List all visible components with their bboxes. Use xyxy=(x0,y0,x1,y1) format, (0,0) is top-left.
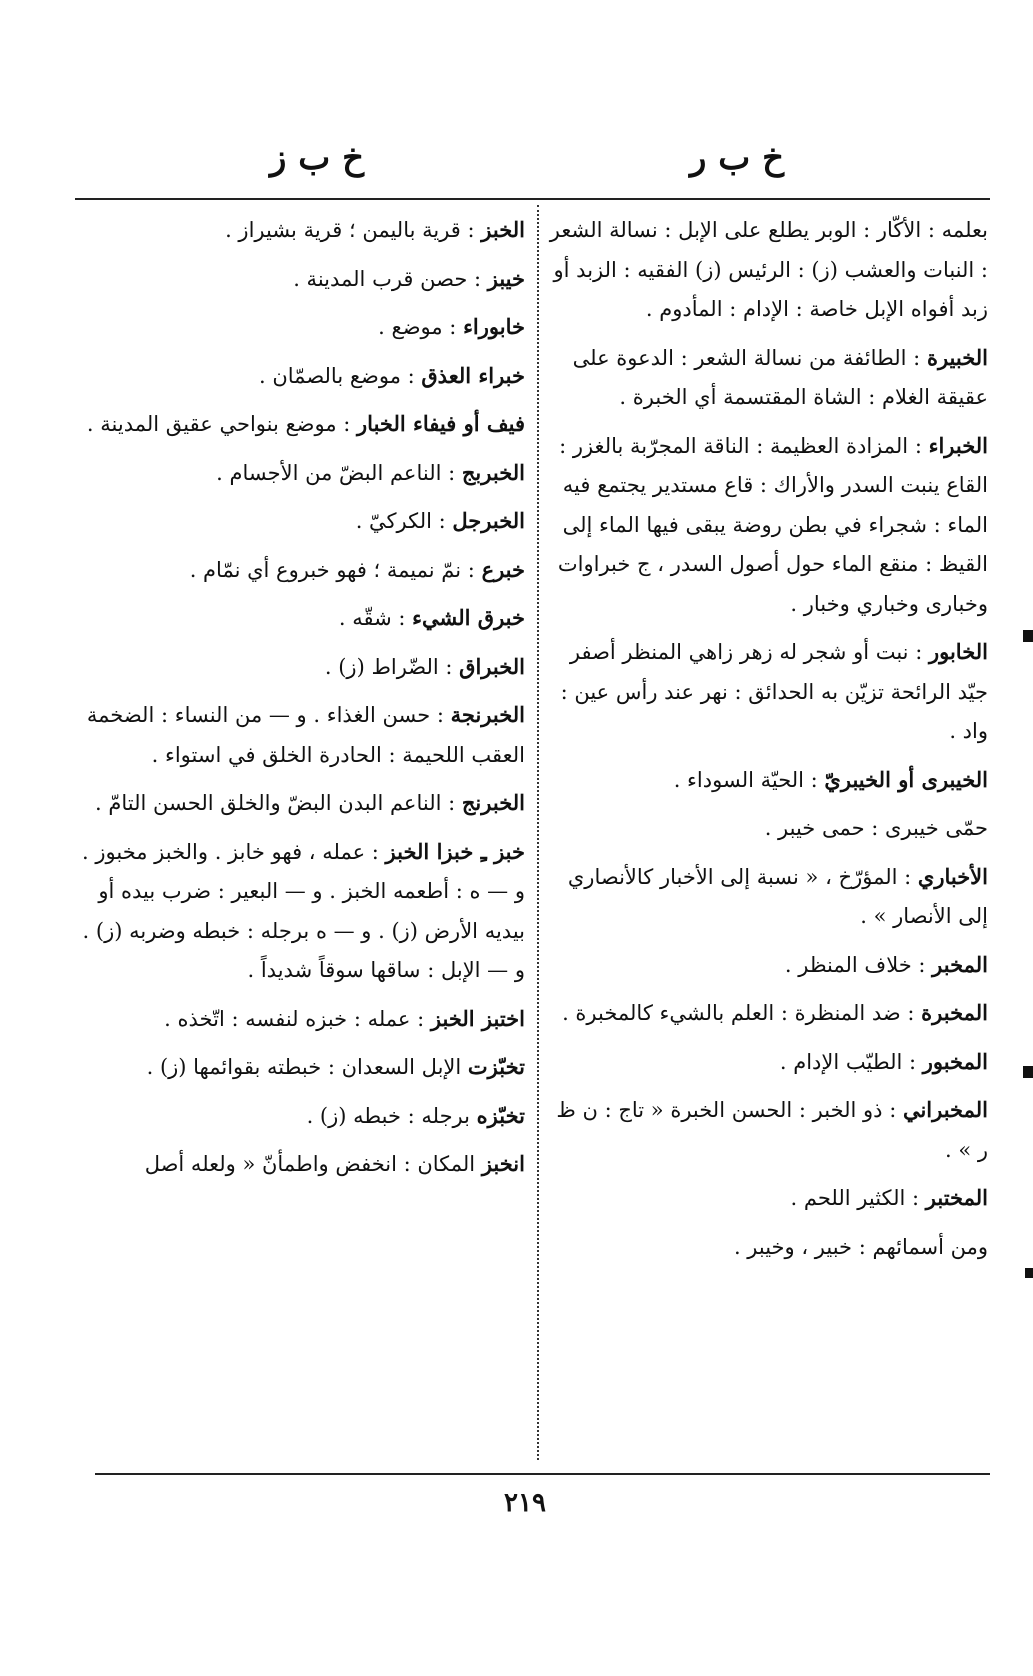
entry: المخبر : خلاف المنظر . xyxy=(784,951,988,977)
entry: خابوراء : موضع . xyxy=(378,314,525,339)
header-right-root: خ ب ر xyxy=(690,138,785,178)
entry: تخبّزت الإبل السعدان : خبطته بقوائمها (ز) . xyxy=(146,1054,525,1079)
entry: الخبرنجة : حسن الغذاء . و — من النساء : الضخمة العقب اللحيمة : الحادرة الخلق في استواء . xyxy=(86,702,525,767)
entry: ومن أسمائهم : خبير ، وخيبر . xyxy=(733,1234,988,1259)
entry: خبز ـِ خبزا الخبز : عمله ، فهو خابز . والخبز مخبوز . و — ه : أطعمه الخبز . و — البعير : ضرب بيده أو بيديه الأرض (ز) . و — ه برجله : خبطه وضربه (ز) . و — الإبل : ساقها سوقاً شديداً . xyxy=(82,838,525,982)
entry: اختبز الخبز : عمله : خبزه لنفسه : اتّخذه . xyxy=(164,1005,525,1031)
entry: بعلمه : الأكّار : الوبر يطلع على الإبل : نسالة الشعر : النبات والعشب (ز) : الرئيس (ز) الفقيه : الزبد أو زبد أفواه الإبل خاصة : الإدام : المأدوم . xyxy=(549,218,988,321)
entry: المختبر : الكثير اللحم . xyxy=(790,1185,988,1210)
entry: الخبراق : الضّراط (ز) . xyxy=(324,653,525,679)
entry: الخبرنج : الناعم البدن البضّ والخلق الحسن التامّ . xyxy=(95,790,525,815)
entry: الخبراء : المزادة العظيمة : الناقة المجرّبة بالغزر : القاع ينبت السدر والأراك : قاع مستدير يجتمع فيه الماء : شجراء في بطن روضة يبقى فيها الماء إلى القيظ : منقع الماء حول أصول السدر ، ج خبراوات وخبارى وخباري وخبار . xyxy=(557,432,988,616)
entry: الخيبرى أو الخيبريّ : الحيّة السوداء . xyxy=(673,766,988,792)
entry: الخبربج : الناعم البضّ من الأجسام . xyxy=(216,459,525,485)
margin-mark xyxy=(1025,1268,1033,1278)
entry: الأخباري : المؤرّخ ، « نسبة إلى الأخبار كالأنصاري إلى الأنصار » . xyxy=(567,863,988,928)
entry: الخبز : قرية باليمن ؛ قرية بشيراز . xyxy=(225,217,525,242)
bottom-rule xyxy=(95,1473,990,1475)
header-left-root: خ ب ز xyxy=(270,138,365,178)
margin-mark xyxy=(1023,630,1033,642)
entry: خيبز : حصن قرب المدينة . xyxy=(293,265,525,291)
entry: خبرع : نمّ نميمة ؛ فهو خبروع أي نمّام . xyxy=(189,556,525,582)
margin-mark xyxy=(1023,1066,1033,1078)
entry: الخبرجل : الكركيّ . xyxy=(355,508,525,533)
right-column xyxy=(548,210,988,1275)
entry: خبرق الشيء : شقّه . xyxy=(338,605,525,630)
entry: الخبيرة : الطائفة من نسالة الشعر : الدعوة على عقيقة الغلام : الشاة المقتسمة أي الخبرة . xyxy=(572,344,988,409)
entry: الخابور : نبت أو شجر له زهر زاهي المنظر أصفر جيّد الرائحة تزيّن به الحدائق : نهر عند رأس عين : واد . xyxy=(560,639,988,743)
entry: المخبراني : ذو الخبر : الحسن الخبرة « تاج : ن ظ ر » . xyxy=(556,1097,988,1162)
entry: فيف أو فيفاء الخبار : موضع بنواحي عقيق المدينة . xyxy=(86,411,525,436)
entry: انخبز المكان : انخفض واطمأنّ « ولعله أصل xyxy=(144,1151,525,1176)
entry: خبراء العذق : موضع بالصمّان . xyxy=(259,362,525,388)
entry: المخبرة : ضد المنظرة : العلم بالشيء كالمخبرة . xyxy=(562,1000,988,1025)
page-number: ٢١٩ xyxy=(504,1488,546,1518)
entry: حمّى خيبرى : حمى خيبر . xyxy=(764,816,988,840)
entry: تخبّزه برجله : خبطه (ز) . xyxy=(306,1102,525,1128)
left-column xyxy=(80,210,525,1193)
column-divider xyxy=(537,205,539,1460)
top-rule xyxy=(75,198,990,200)
entry: المخبور : الطيّب الإدام . xyxy=(779,1048,988,1074)
